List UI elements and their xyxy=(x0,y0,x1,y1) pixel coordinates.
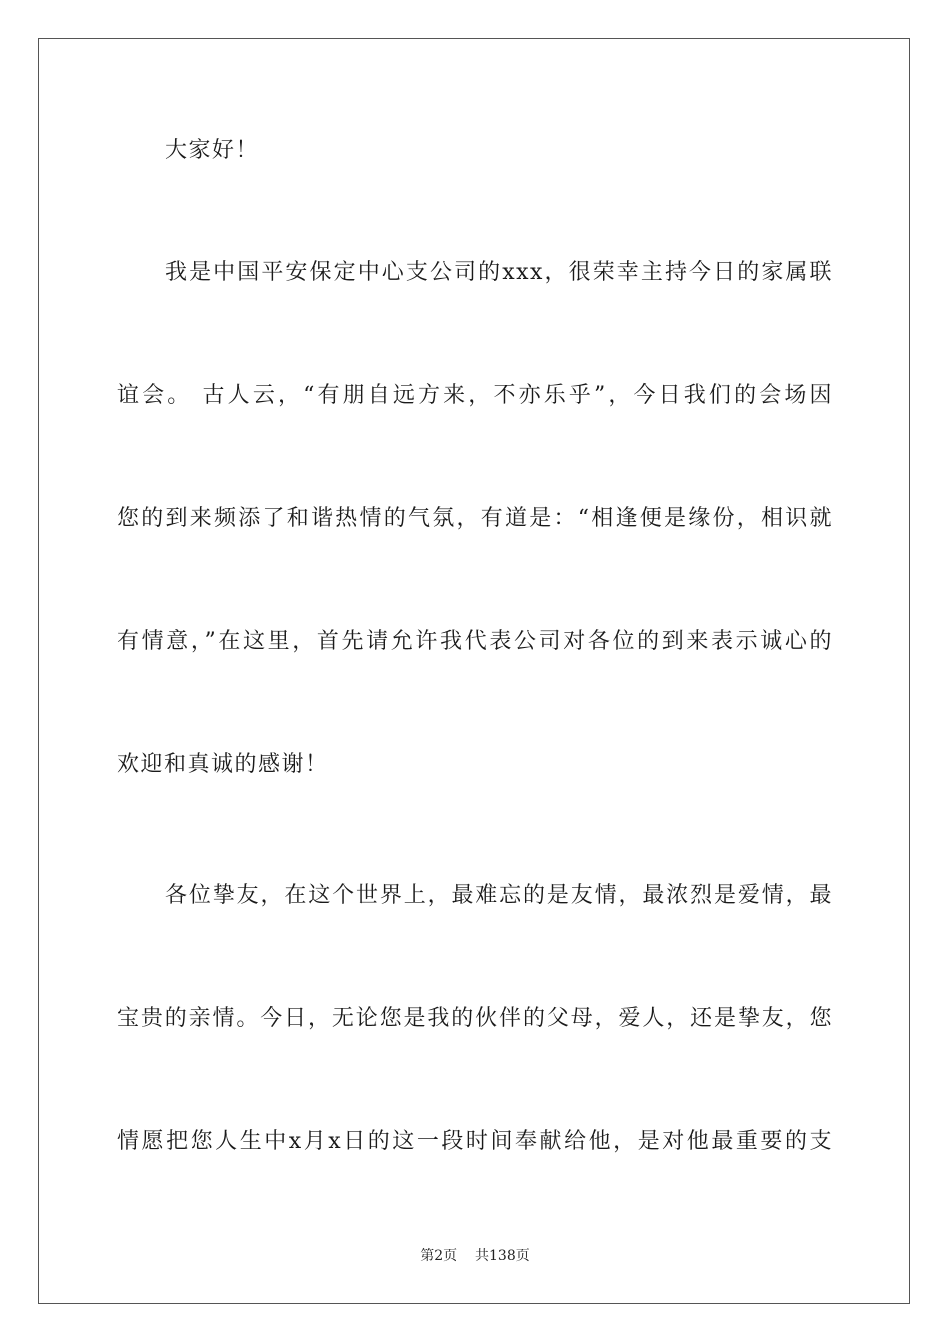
paragraph-1-line-1: 我是中国平安保定中心支公司的xxx，很荣幸主持今日的家属联 xyxy=(165,260,833,285)
paragraph-1-line-2: 谊会。 古人云，“有朋自远方来，不亦乐乎”，今日我们的会场因 xyxy=(117,383,833,408)
page-total: 共138页 xyxy=(475,1248,530,1264)
greeting-line: 大家好！ xyxy=(165,138,260,163)
page-number: 第2页 xyxy=(420,1248,458,1264)
paragraph-2-line-2: 宝贵的亲情。今日，无论您是我的伙伴的父母，爱人，还是挚友，您 xyxy=(117,1006,833,1031)
paragraph-2-line-1: 各位挚友，在这个世界上，最难忘的是友情，最浓烈是爱情，最 xyxy=(165,883,833,908)
page-frame xyxy=(38,38,910,1304)
paragraph-1-line-4: 有情意，”在这里，首先请允许我代表公司对各位的到来表示诚心的 xyxy=(117,629,833,654)
paragraph-2-line-3: 情愿把您人生中x月x日的这一段时间奉献给他，是对他最重要的支 xyxy=(117,1129,833,1154)
page-footer xyxy=(0,1246,950,1266)
paragraph-1-line-5: 欢迎和真诚的感谢！ xyxy=(117,752,329,777)
paragraph-1-line-3: 您的到来频添了和谐热情的气氛，有道是：“相逢便是缘份，相识就 xyxy=(117,506,833,531)
